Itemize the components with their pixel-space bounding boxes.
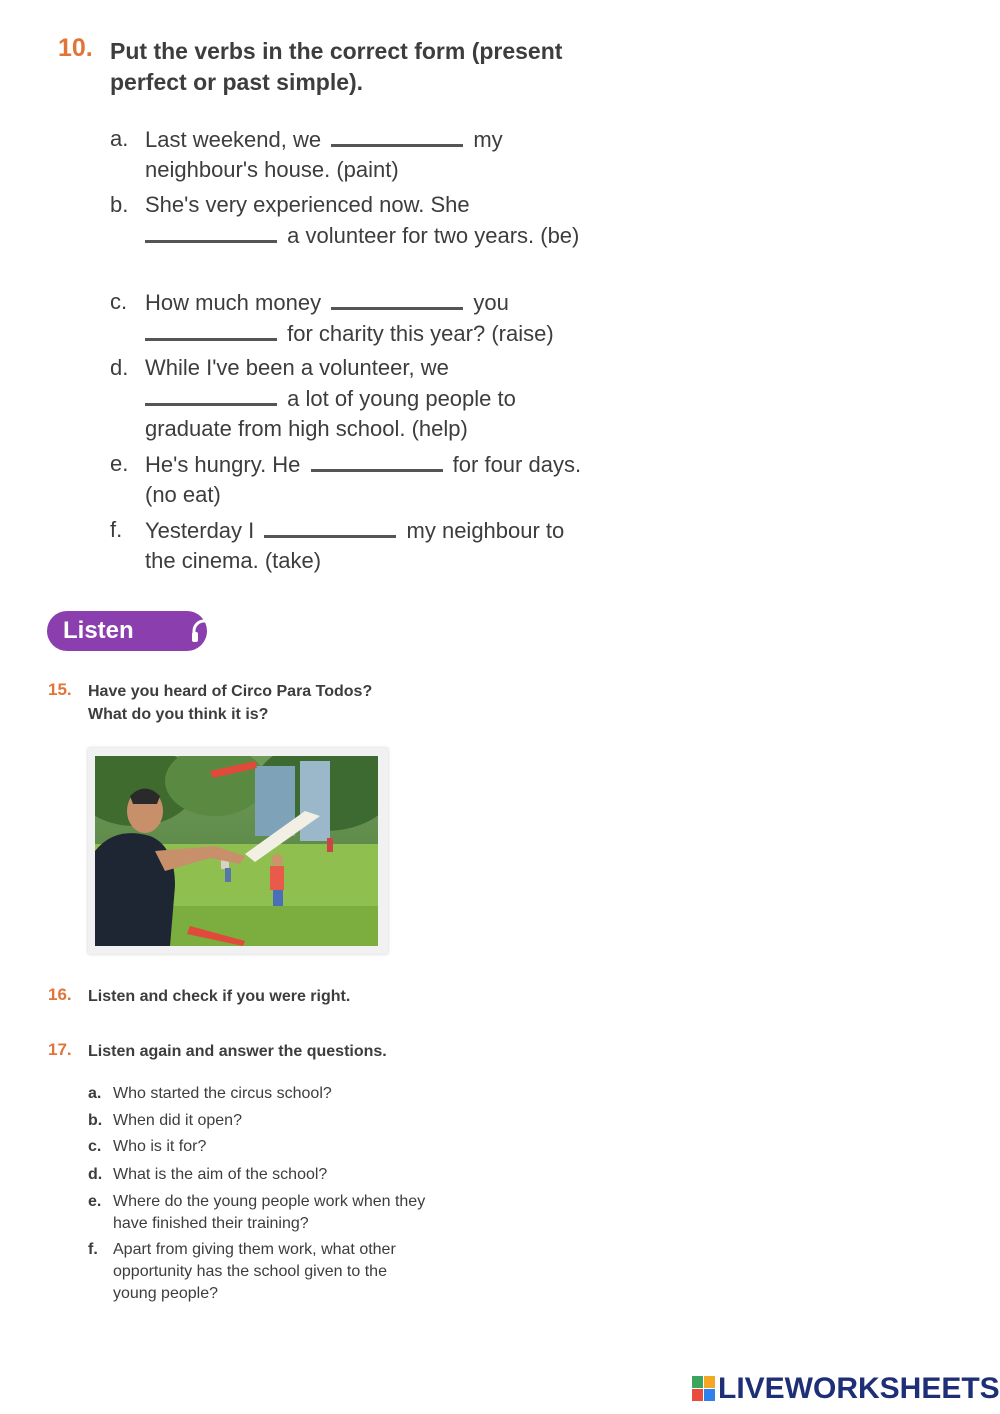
item-letter: a. [110, 126, 129, 151]
item-text-before: How much money [145, 290, 322, 315]
item-text: Who started the circus school? [113, 1085, 332, 1102]
item-text-middle: you [473, 290, 509, 315]
exercise-item-b [110, 190, 590, 282]
item-text-before: He's hungry. He [145, 452, 301, 477]
listen-badge [47, 611, 207, 651]
item-text: Who is it for? [113, 1138, 207, 1155]
answer-blank[interactable] [311, 449, 443, 472]
item-letter: a. [88, 1085, 102, 1102]
item-letter: d. [88, 1166, 103, 1183]
answer-blank[interactable] [331, 287, 463, 310]
item-text-before: Yesterday I [145, 518, 255, 543]
exercise-item-a [110, 124, 590, 184]
item-letter: b. [110, 192, 129, 217]
item-letter: c. [88, 1138, 102, 1155]
exercise-item-c [110, 287, 590, 347]
listen-label: Listen [63, 617, 134, 644]
item-text-after: a lot of young people to graduate from high school. (help) [145, 386, 516, 441]
answer-blank[interactable] [145, 383, 277, 406]
item-text-before: She's very experienced now. She [145, 192, 470, 217]
item-letter: e. [110, 451, 129, 476]
question-number: 16. [48, 985, 72, 1004]
item-text-after: a volunteer for two years. (be) [287, 223, 580, 248]
item-letter: e. [88, 1193, 102, 1210]
exercise-instruction: Put the verbs in the correct form (present perfect or past simple). [110, 38, 563, 95]
item-letter: f. [88, 1241, 98, 1258]
item-text-after: for charity this year? (raise) [287, 321, 554, 346]
item-letter: c. [110, 289, 128, 314]
brand-name: LIVEWORKSHEETS [718, 1372, 1000, 1405]
question-text: Have you heard of Circo Para Todos? What do you think it is? [88, 683, 373, 723]
item-text: Apart from giving them work, what other opportunity has the school given to the young people? [113, 1241, 396, 1302]
item-text-after: my neighbour's house. (paint) [145, 127, 503, 182]
exercise-item-f [110, 515, 590, 575]
exercise-item-e [110, 449, 590, 509]
item-text-after: for four days. (no eat) [145, 452, 582, 507]
juggler-photo [95, 756, 378, 946]
exercise-number: 10. [58, 34, 93, 62]
answer-blank[interactable] [145, 220, 277, 243]
exercise-item-d [110, 353, 590, 445]
item-letter: d. [110, 355, 129, 380]
item-text-after: my neighbour to the cinema. (take) [145, 518, 565, 573]
answer-blank[interactable] [331, 124, 463, 147]
item-text: When did it open? [113, 1112, 242, 1129]
liveworksheets-logo-icon [692, 1376, 716, 1402]
question-text: Listen and check if you were right. [88, 988, 351, 1005]
headphones-icon [190, 618, 218, 644]
answer-blank[interactable] [264, 515, 396, 538]
item-text-before: Last weekend, we [145, 127, 322, 152]
item-text: Where do the young people work when they have finished their training? [113, 1193, 426, 1232]
question-number: 17. [48, 1040, 72, 1059]
answer-blank[interactable] [145, 318, 277, 341]
item-text: What is the aim of the school? [113, 1166, 328, 1183]
item-letter: f. [110, 517, 123, 542]
question-number: 15. [48, 680, 72, 699]
item-letter: b. [88, 1112, 103, 1129]
question-text: Listen again and answer the questions. [88, 1043, 387, 1060]
juggler-photo-frame [88, 748, 388, 954]
item-text-before: While I've been a volunteer, we [145, 355, 449, 380]
